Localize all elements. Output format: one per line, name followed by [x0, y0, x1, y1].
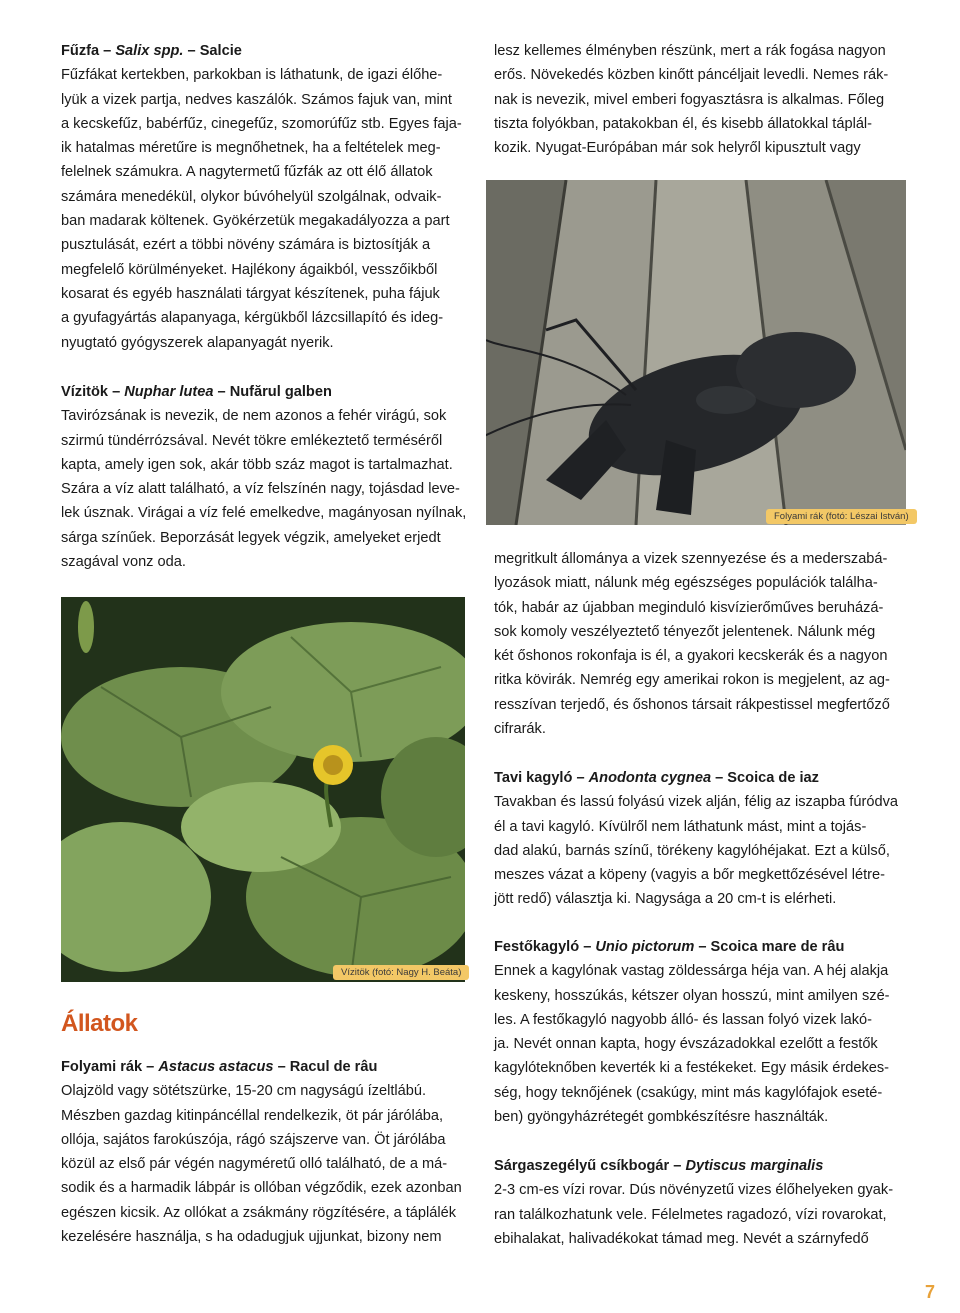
text-line: kosarat és egyéb használati tárgyat készítenek, puha fájuk — [61, 285, 440, 302]
text-line: meszes vázat a köpeny (vagyis a bőr megkettőzésével létre- — [494, 867, 885, 884]
text-line: erős. Növekedés közben kinőtt páncéljait levedli. Nemes rák- — [494, 67, 889, 84]
text-line: szirmú tündérrózsával. Nevét tökre emlékeztető terméséről — [61, 432, 443, 449]
text-line: kozik. Nyugat-Európában már sok helyről kipusztult vagy — [494, 140, 861, 157]
rak-continuation — [494, 39, 900, 160]
text-line: keskeny, hosszúkás, kétszer olyan hosszú, mint amilyen szé- — [494, 987, 890, 1004]
text-line: él a tavi kagyló. Kívülről nem láthatunk mást, mint a tojás- — [494, 818, 867, 835]
text-line: számára menedékül, olykor búvóhelyül szolgálnak, odvaik- — [61, 188, 442, 205]
vizitok-heading: Vízitök – Nuphar lutea – Nufărul galben — [61, 384, 332, 400]
text-line: tók, habár az újabban meginduló kisvízierőműves beruházá- — [494, 599, 884, 616]
text-line: lyük a vizek partja, nedves kaszálók. Számos fajuk van, mint — [61, 91, 452, 108]
text-line: Tavakban és lassú folyású vizek alján, félig az iszapba fúródva — [494, 794, 898, 811]
text-line: resszívan terjedő, és őshonos társait rákpestissel megfertőző — [494, 696, 890, 713]
text-line: közül az első pár végén nagyméretű olló található, de a má- — [61, 1156, 448, 1173]
kagylo-heading: Tavi kagyló – Anodonta cygnea – Scoica de iaz — [494, 770, 819, 786]
section-title-allatok: Állatok — [61, 1010, 138, 1037]
text-line: tiszta folyókban, patakokban él, és kisebb állatokkal táplál- — [494, 115, 873, 132]
text-line: megfelelő körülményeket. Hajlékony ágaikból, vesszőikből — [61, 261, 438, 278]
text-line: ik hatalmas méretűre is megnőhetnek, ha a feltételek meg- — [61, 140, 441, 157]
kagylo-text — [494, 790, 900, 911]
text-line: ritka kövirák. Nemrég egy amerikai rokon is megjelent, az ag- — [494, 672, 890, 689]
text-line: felelnek számukra. A nagytermetű fűzfák az ott élő állatok — [61, 164, 433, 181]
vizitok-section — [61, 380, 465, 574]
text-line: a kecskefűz, babérfűz, cinegefűz, szomorúfűz stb. Egyes faja- — [61, 115, 462, 132]
crayfish-caption: Folyami rák (fotó: Lészai István) — [766, 509, 917, 524]
text-line: 2-3 cm-es vízi rovar. Dús növényzetű vizes élőhelyeken gyak- — [494, 1182, 894, 1199]
text-line: nyugtató gyógyszerek alapanyagát nyerik. — [61, 334, 334, 351]
fuzfa-section — [61, 39, 465, 355]
text-line: ollója, sajátos farokúszója, rágó szájszerve van. Öt járólába — [61, 1131, 446, 1148]
text-line: ebihalakat, halivadékokat támad meg. Nevét a szárnyfedő — [494, 1230, 869, 1247]
csikbogar-section — [494, 1154, 900, 1251]
csikbogar-heading: Sárgaszegélyű csíkbogár – Dytiscus marginalis — [494, 1158, 824, 1174]
crayfish-photo — [486, 180, 906, 525]
text-line: Olajzöld vagy sötétszürke, 15-20 cm nagyságú ízeltlábú. — [61, 1083, 427, 1100]
text-line: ban madarak költenek. Gyökérzetük megakadályozza a part — [61, 213, 450, 230]
text-line: kezelésére használja, s ha odadugjuk ujjunkat, bizony nem — [61, 1229, 442, 1246]
water-lily-photo — [61, 597, 465, 982]
text-line: Szára a víz alatt található, a víz felszínén nagy, tojásdad leve- — [61, 481, 460, 498]
rak-section — [61, 1055, 465, 1249]
text-line: kagylóteknőben keverték ki a festékeket. Egy másik érdekes- — [494, 1060, 890, 1077]
text-line: ség, hogy teknőjének (csakúgy, mint más kagylófajok eseté- — [494, 1084, 883, 1101]
text-line: jött redő) választja ki. Nagysága a 20 cm-t is elérheti. — [494, 891, 837, 908]
text-line: a gyufagyártás alapanyaga, kérgükből lázcsillapító és ideg- — [61, 310, 444, 327]
text-line: lek úsznak. Virágai a víz felé emelkedve, magányosan nyílnak, — [61, 505, 467, 522]
festo-text — [494, 959, 900, 1129]
text-line: sok komoly veszélyeztető tényezőt jelentenek. Nálunk még — [494, 623, 876, 640]
text-line: megritkult állománya a vizek szennyezése és a mederszabá- — [494, 551, 888, 567]
text-line: sodik és a harmadik lábpár is ollóban végződik, ezek azonban — [61, 1180, 462, 1197]
text-line: dad alakú, barnás színű, törékeny kagylóhéjakat. Ezt a külső, — [494, 842, 890, 859]
rak-text — [61, 1079, 465, 1249]
text-line: cifrarák. — [494, 721, 546, 738]
kagylo-section — [494, 766, 900, 912]
festo-section — [494, 935, 900, 1129]
text-line: nak is nevezik, mivel emberi fogyasztásra is alkalmas. Főleg — [494, 91, 885, 108]
page-number: 7 — [925, 1282, 936, 1302]
text-line: ben) gyöngyházrétegét gombkészítésre használták. — [494, 1109, 829, 1126]
text-line: lyozások miatt, nálunk még egészséges populációk találha- — [494, 575, 878, 592]
text-line: Tavirózsának is nevezik, de nem azonos a fehér virágú, sok — [61, 408, 447, 425]
text-line: Fűzfákat kertekben, parkokban is láthatunk, de igazi élőhe- — [61, 67, 443, 84]
festo-heading: Festőkagyló – Unio pictorum – Scoica mare de râu — [494, 939, 845, 955]
rak-continuation-2-text — [494, 547, 900, 741]
text-line: szagával vonz oda. — [61, 554, 186, 571]
rak-continuation-text — [494, 39, 900, 160]
fuzfa-heading: Fűzfa – Salix spp. – Salcie — [61, 43, 242, 59]
rak-heading: Folyami rák – Astacus astacus – Racul de râu — [61, 1059, 378, 1075]
csikbogar-text — [494, 1178, 900, 1251]
text-line: lesz kellemes élményben részünk, mert a rák fogása nagyon — [494, 43, 886, 59]
text-line: Mészben gazdag kitinpáncéllal rendelkezik, öt pár járólába, — [61, 1107, 444, 1124]
text-line: kapta, amely igen sok, akár több száz magot is tartalmazhat. — [61, 456, 453, 473]
vizitok-text — [61, 404, 465, 574]
text-line: Ennek a kagylónak vastag zöldessárga héja van. A héj alakja — [494, 963, 889, 980]
text-line: ja. Nevét onnan kapta, hogy évszázadokkal ezelőtt a festők — [494, 1036, 878, 1053]
text-line: egészen kicsik. Az ollókat a zsákmány rögzítésére, a táplálék — [61, 1204, 457, 1221]
text-line: les. A festőkagyló nagyobb álló- és lassan folyó vizek lakó- — [494, 1011, 873, 1028]
text-line: két őshonos rokonfaja is él, a gyakori kecskerák és a nagyon — [494, 648, 888, 665]
water-lily-caption: Vízitök (fotó: Nagy H. Beáta) — [333, 965, 469, 980]
rak-continuation-2 — [494, 547, 900, 741]
text-line: sárga színűek. Beporzását legyek végzik, amelyeket erjedt — [61, 529, 441, 546]
text-line: ran találkozhatunk vele. Félelmetes ragadozó, vízi rovarokat, — [494, 1206, 887, 1223]
text-line: pusztulását, ezért a többi növény számára is biztosítják a — [61, 237, 431, 254]
fuzfa-text — [61, 63, 465, 355]
